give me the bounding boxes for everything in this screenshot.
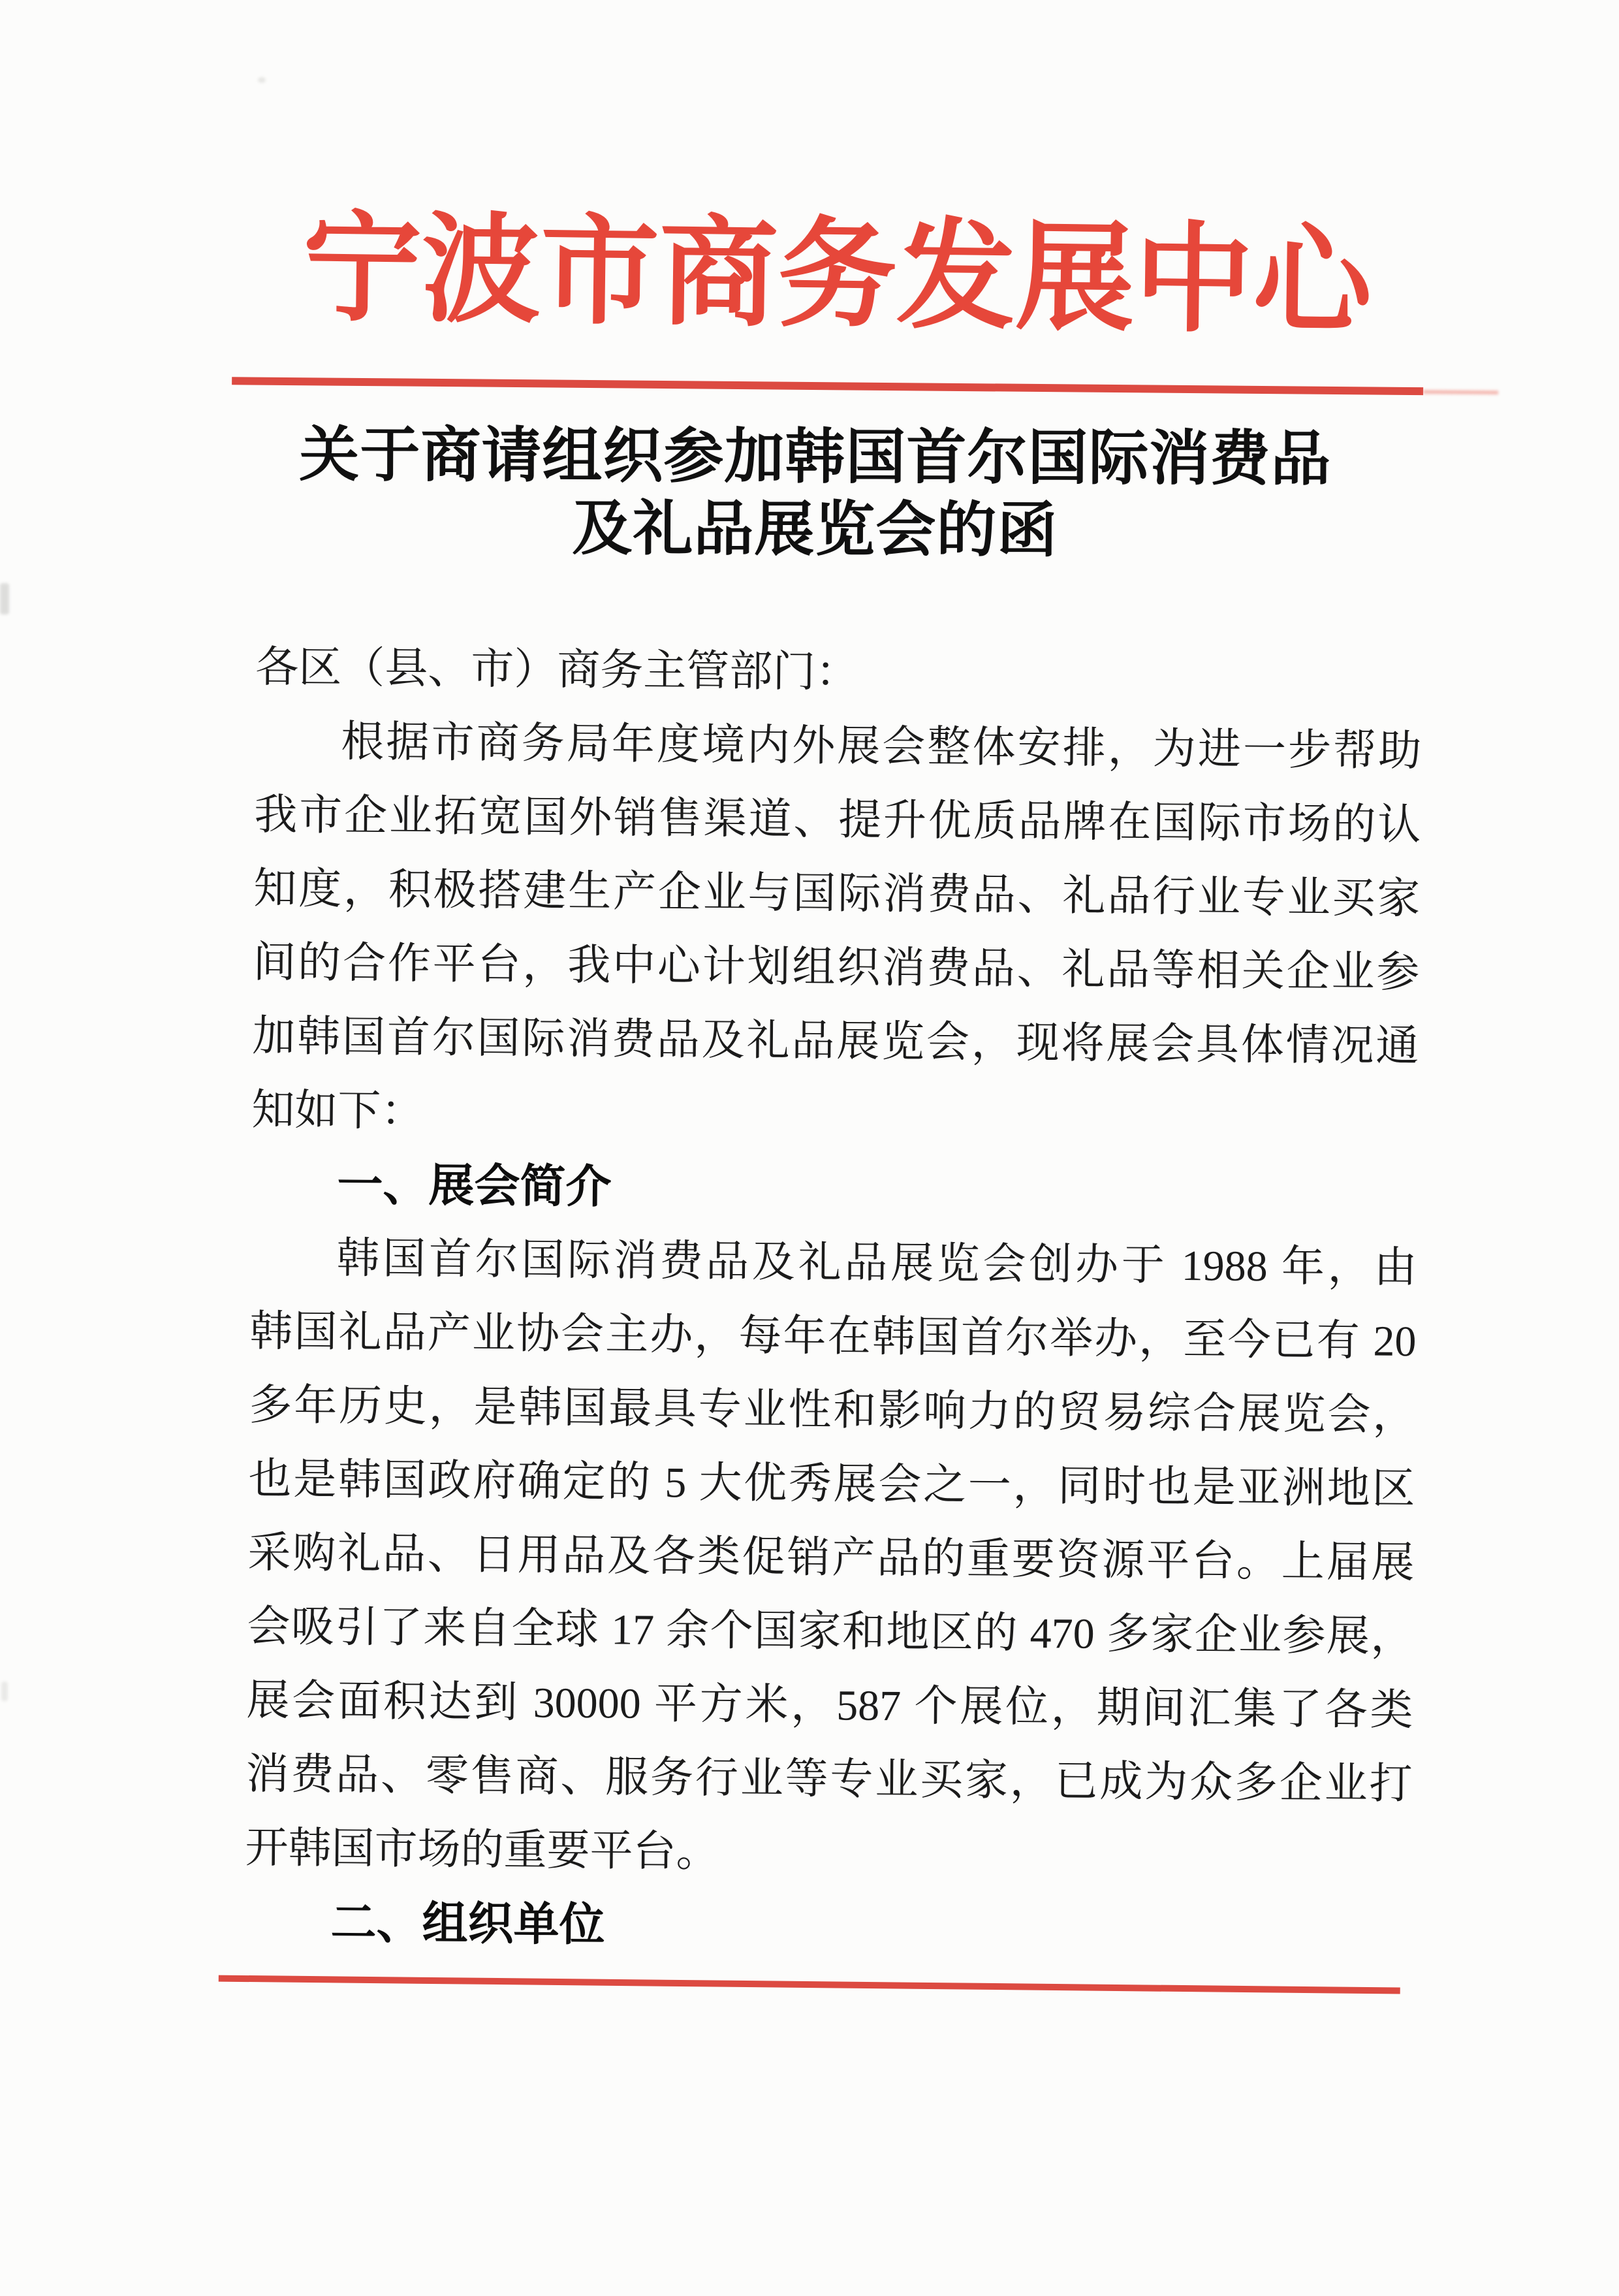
body-line: 也是韩国政府确定的 5 大优秀展会之一，同时也是亚洲地区 [248, 1455, 1415, 1514]
document-title-line1: 关于商请组织参加韩国首尔国际消费品 [299, 421, 1332, 493]
body-line: 间的合作平台，我中心计划组织消费品、礼品等相关企业参 [253, 938, 1420, 997]
body-line: 会吸引了来自全球 17 余个国家和地区的 470 多家企业参展， [247, 1602, 1414, 1661]
document-body [244, 631, 1423, 1969]
body-line: 知度，积极搭建生产企业与国际消费品、礼品行业专业买家 [253, 865, 1421, 923]
body-line: 采购礼品、日用品及各类促销产品的重要资源平台。上届展 [247, 1529, 1415, 1587]
document-title-line2: 及礼品展览会的函 [572, 495, 1058, 564]
body-line: 知如下： [251, 1086, 424, 1136]
body-line: 展会面积达到 30000 平方米，587 个展位，期间汇集了各类 [246, 1676, 1413, 1735]
letterhead-org-name: 宁波市商务发展中心 [302, 203, 1373, 349]
body-line: 各区（县、市）商务主管部门： [255, 643, 859, 697]
body-line: 多年历史，是韩国最具专业性和影响力的贸易综合展览会， [249, 1381, 1416, 1440]
footer-rule [219, 1975, 1400, 1994]
document-title [5, 418, 1619, 570]
body-line: 根据市商务局年度境内外展会整体安排，为进一步帮助 [341, 718, 1422, 776]
body-line: 韩国首尔国际消费品及礼品展览会创办于 1988 年，由 [336, 1234, 1417, 1292]
body-line: 我市企业拓宽国外销售渠道、提升优质品牌在国际市场的认 [254, 791, 1421, 850]
body-line: 开韩国市场的重要平台。 [245, 1824, 719, 1876]
body-line: 二、组织单位 [330, 1896, 605, 1951]
body-line: 韩国礼品产业协会主办，每年在韩国首尔举办，至今已有 20 [249, 1307, 1417, 1366]
body-line: 加韩国首尔国际消费品及礼品展览会，现将展会具体情况通 [252, 1012, 1419, 1071]
letterhead-rule [232, 377, 1423, 395]
body-line: 一、展会简介 [337, 1158, 612, 1213]
body-line: 消费品、零售商、服务行业等专业买家，已成为众多企业打 [245, 1750, 1413, 1809]
